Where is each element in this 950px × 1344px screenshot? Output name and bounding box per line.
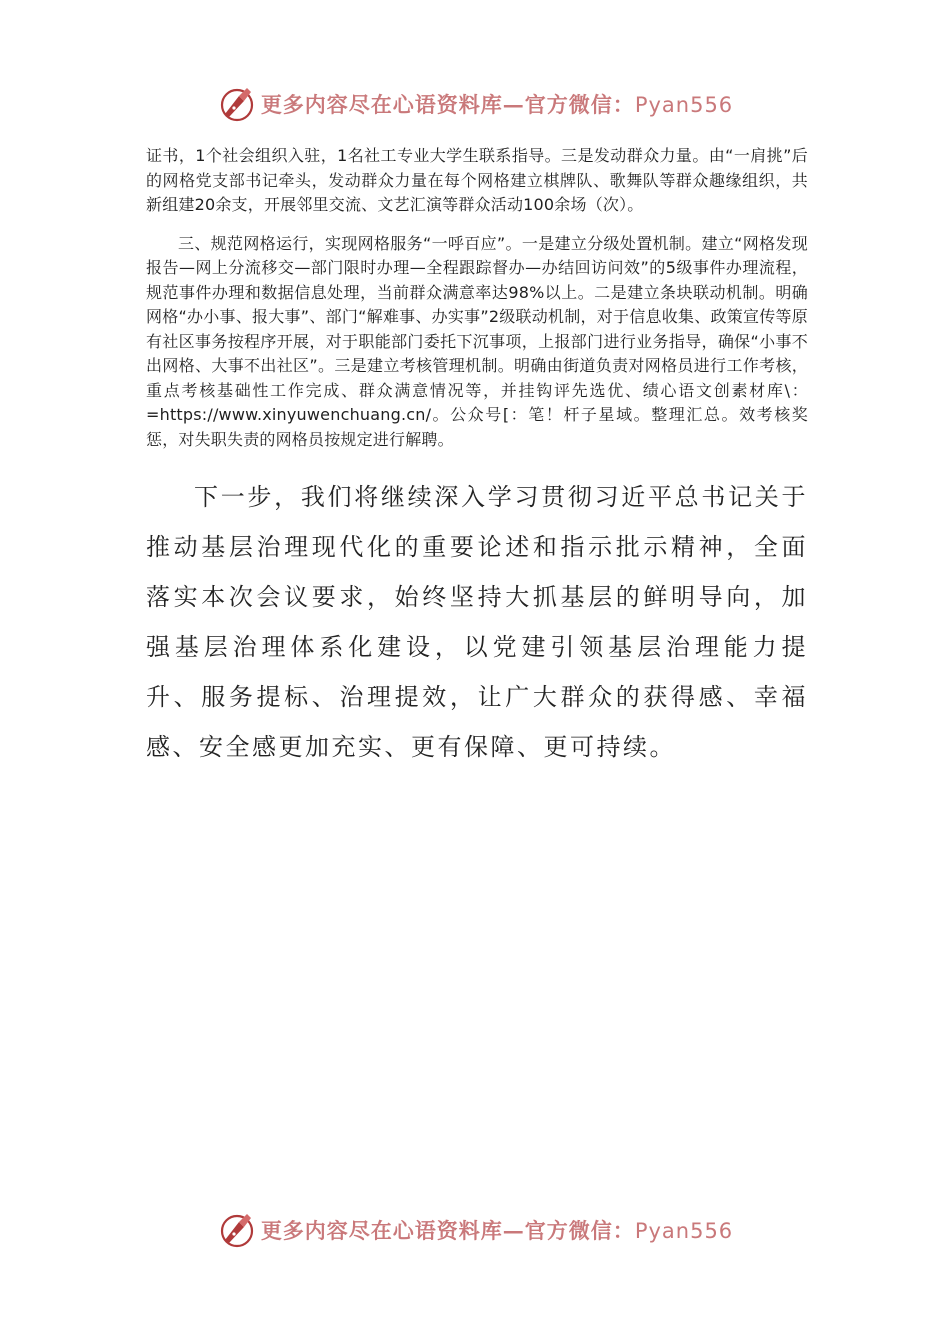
footer-banner-brand: Pyan556: [634, 1219, 734, 1243]
header-banner-text: 更多内容尽在心语资料库—官方微信：Pyan556: [260, 92, 734, 117]
document-body: [146, 144, 808, 772]
pen-nib-logo-icon: [217, 84, 257, 124]
large-text-block: [146, 472, 808, 772]
header-banner-brand: Pyan556: [634, 93, 734, 117]
paragraph-3: 下一步，我们将继续深入学习贯彻习近平总书记关于推动基层治理现代化的重要论述和指示批示精神，全面落实本次会议要求，始终坚持大抓基层的鲜明导向，加强基层治理体系化建设，以党建引领基层治理能力提升、服务提标、治理提效，让广大群众的获得感、幸福感、安全感更加充实、更有保障、更可持续。: [146, 483, 808, 761]
small-text-block: [146, 144, 808, 452]
pen-nib-logo-icon: [217, 1210, 257, 1250]
footer-banner-text: 更多内容尽在心语资料库—官方微信：Pyan556: [260, 1218, 734, 1243]
footer-banner: [0, 1208, 950, 1252]
header-banner: [0, 82, 950, 126]
paragraph-2: 三、规范网格运行，实现网格服务“一呼百应”。一是建立分级处置机制。建立“网格发现报告—网上分流移交—部门限时办理—全程跟踪督办—办结回访问效”的5级事件办理流程，规范事件办理和数据信息处理，当前群众满意率达98%以上。二是建立条块联动机制。明确网格“办小事、报大事”、部门“解难事、办实事”2级联动机制，对于信息收集、政策宣传等原有社区事务按程序开展，对于职能部门委托下沉事项，上报部门进行业务指导，确保“小事不出网格、大事不出社区”。三是建立考核管理机制。明确由街道负责对网格员进行工作考核，重点考核基础性工作完成、群众满意情况等，并挂钩评先选优、绩心语文创素材库\：=https://www.xinyuwenchuang.cn/。公众号[：笔！杆子星域。整理汇总。效考核奖惩，对失职失责的网格员按规定进行解聘。: [146, 233, 808, 449]
paragraph-1: 证书，1个社会组织入驻，1名社工专业大学生联系指导。三是发动群众力量。由“一肩挑”后的网格党支部书记牵头，发动群众力量在每个网格建立棋牌队、歌舞队等群众趣缘组织，共新组建20余支，开展邻里交流、文艺汇演等群众活动100余场（次）。: [146, 146, 808, 214]
